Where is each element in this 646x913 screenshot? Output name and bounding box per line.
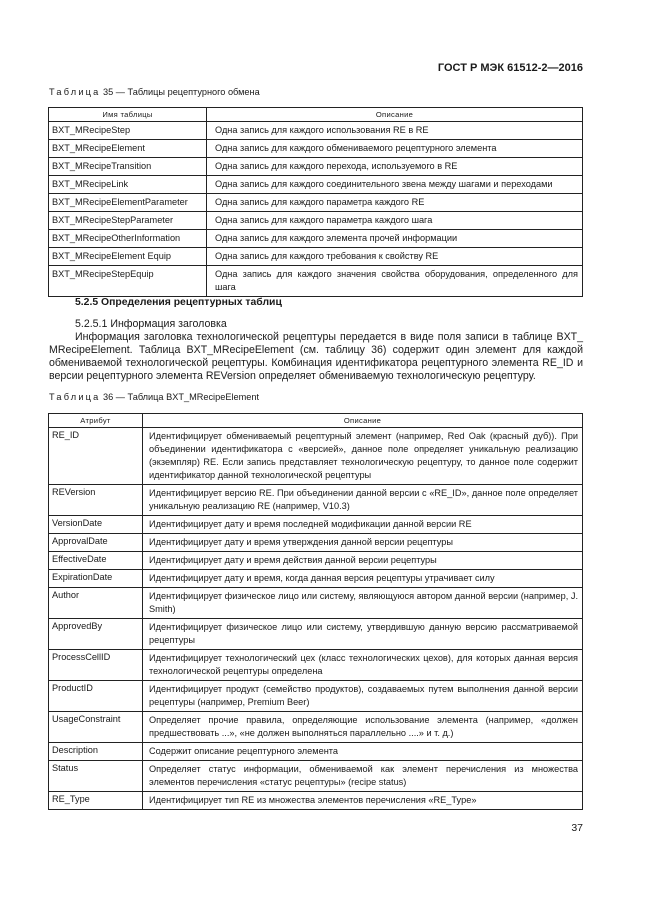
row-desc-cell: Идентифицирует дату и время действия данной версии рецептуры <box>143 552 583 570</box>
table-row <box>49 743 583 761</box>
row-desc-cell: Одна запись для каждого перехода, используемого в RE <box>207 158 583 176</box>
row-name-cell: UsageConstraint <box>49 712 143 743</box>
table35-caption-word: Таблица <box>49 87 101 97</box>
table-row <box>49 552 583 570</box>
row-desc-cell: Идентифицирует дату и время последней модификации данной версии RE <box>143 516 583 534</box>
table36-caption-word: Таблица <box>49 392 101 402</box>
table36-caption-text: 36 — Таблица BXT_MRecipeElement <box>103 392 260 402</box>
standard-header: ГОСТ Р МЭК 61512-2—2016 <box>437 62 583 74</box>
row-desc-cell: Одна запись для каждого требования к свойству RE <box>207 248 583 266</box>
table35-body <box>49 122 583 297</box>
row-name-cell: EffectiveDate <box>49 552 143 570</box>
row-desc-cell: Одна запись для каждого параметра каждого RE <box>207 194 583 212</box>
table-row <box>49 194 583 212</box>
section-body <box>49 314 583 383</box>
table-row <box>49 248 583 266</box>
row-desc-cell: Определяет статус информации, обмениваемой как элемент перечисления из множества элементов перечисления «статус рецептуры» (recipe status) <box>143 761 583 792</box>
row-desc-cell: Идентифицирует тип RE из множества элементов перечисления «RE_Type» <box>143 792 583 810</box>
row-name-cell: Author <box>49 588 143 619</box>
row-desc-cell: Идентифицирует технологический цех (класс технологических цехов), для которых данная версия технологической рецептуры определена <box>143 650 583 681</box>
row-desc-cell: Идентифицирует физическое лицо или систему, утвердившую данную версию рассматриваемой рецептуры <box>143 619 583 650</box>
table-row <box>49 485 583 516</box>
table-row <box>49 588 583 619</box>
page-number: 37 <box>571 822 583 834</box>
row-name-cell: RE_Type <box>49 792 143 810</box>
table-row <box>49 516 583 534</box>
table-row <box>49 212 583 230</box>
table-row <box>49 619 583 650</box>
table-row <box>49 122 583 140</box>
row-desc-cell: Содержит описание рецептурного элемента <box>143 743 583 761</box>
row-desc-cell: Одна запись для каждого параметра каждого шага <box>207 212 583 230</box>
row-name-cell: BXT_MRecipeTransition <box>49 158 207 176</box>
table-row <box>49 650 583 681</box>
table-row <box>49 140 583 158</box>
row-name-cell: BXT_MRecipeStepEquip <box>49 266 207 297</box>
row-name-cell: Description <box>49 743 143 761</box>
section-heading: 5.2.5 Определения рецептурных таблиц <box>75 297 282 308</box>
row-name-cell: ProcessCellID <box>49 650 143 681</box>
row-name-cell: REVersion <box>49 485 143 516</box>
table-row <box>49 792 583 810</box>
table-row <box>49 570 583 588</box>
row-name-cell: ProductID <box>49 681 143 712</box>
table-row <box>49 712 583 743</box>
row-desc-cell: Идентифицирует продукт (семейство продуктов), создаваемых путем выполнения данной версии рецептуры (например, Premium Beer) <box>143 681 583 712</box>
row-desc-cell: Идентифицирует обмениваемый рецептурный элемент (например, Red Oak (красный дуб)). При объединении идентификатора с «версией», данное поле определяет уникальную реализацию (экземпляр) RE. Если запись представляет технологическую рецептуру, то данное поле содержит идентификатор данной технологической рецептуры <box>143 428 583 485</box>
row-name-cell: BXT_MRecipeElement Equip <box>49 248 207 266</box>
table-row <box>49 158 583 176</box>
table35-caption-text: 35 — Таблицы рецептурного обмена <box>103 87 260 97</box>
row-name-cell: VersionDate <box>49 516 143 534</box>
table-row <box>49 681 583 712</box>
row-desc-cell: Идентифицирует версию RE. При объединении данной версии с «RE_ID», данное поле определяет уникальную реализацию RE (например, V10.3) <box>143 485 583 516</box>
row-desc-cell: Определяет прочие правила, определяющие использование элемента (например, «должен предшествовать ...», «не должен выполняться параллельно ....» и т. д.) <box>143 712 583 743</box>
table-36 <box>48 413 583 810</box>
row-name-cell: RE_ID <box>49 428 143 485</box>
table-row <box>49 534 583 552</box>
table-row <box>49 266 583 297</box>
row-desc-cell: Идентифицирует дату и время утверждения данной версии рецептуры <box>143 534 583 552</box>
table-row <box>49 176 583 194</box>
table35-col-name: Имя таблицы <box>49 108 207 122</box>
table-row <box>49 761 583 792</box>
row-desc-cell: Идентифицирует дату и время, когда данная версия рецептуры утрачивает силу <box>143 570 583 588</box>
section-paragraph <box>49 331 583 383</box>
row-desc-cell: Одна запись для каждого значения свойства оборудования, определенного для шага <box>207 266 583 297</box>
table36-col-attr: Атрибут <box>49 414 143 428</box>
row-desc-cell: Одна запись для каждого элемента прочей информации <box>207 230 583 248</box>
row-name-cell: ExpirationDate <box>49 570 143 588</box>
row-desc-cell: Одна запись для каждого соединительного звена между шагами и переходами <box>207 176 583 194</box>
row-desc-cell: Одна запись для каждого использования RE в RE <box>207 122 583 140</box>
row-name-cell: ApprovalDate <box>49 534 143 552</box>
table-row <box>49 230 583 248</box>
section-subheading: 5.2.5.1 Информация заголовка <box>75 318 227 330</box>
row-name-cell: BXT_MRecipeStepParameter <box>49 212 207 230</box>
row-name-cell: BXT_MRecipeOtherInformation <box>49 230 207 248</box>
table35-col-desc: Описание <box>207 108 583 122</box>
table-row <box>49 428 583 485</box>
row-name-cell: Status <box>49 761 143 792</box>
row-desc-cell: Идентифицирует физическое лицо или систему, являющуюся автором данной версии (например, J. Smith) <box>143 588 583 619</box>
row-name-cell: BXT_MRecipeElement <box>49 140 207 158</box>
row-name-cell: BXT_MRecipeStep <box>49 122 207 140</box>
table36-col-desc: Описание <box>143 414 583 428</box>
row-desc-cell: Одна запись для каждого обмениваемого рецептурного элемента <box>207 140 583 158</box>
row-name-cell: BXT_MRecipeElementParameter <box>49 194 207 212</box>
table-35 <box>48 107 583 297</box>
table35-caption <box>49 87 260 97</box>
table36-body <box>49 428 583 810</box>
row-name-cell: ApprovedBy <box>49 619 143 650</box>
section-paragraph-text: Информация заголовка технологической рецептуры передается в виде поля записи в таблице BXT_ MRecipeElement. Таблица BXT_MRecipeElement (см. таблицу 36) содержит один элемент для каждой обмениваемой технологической рецептуры. Комбинация идентификатора рецептурного элемента RE_ID и версии рецептурного элемента REVersion определяет обмениваемую технологическую рецептуру. <box>49 331 583 382</box>
table36-caption <box>49 392 259 402</box>
row-name-cell: BXT_MRecipeLink <box>49 176 207 194</box>
